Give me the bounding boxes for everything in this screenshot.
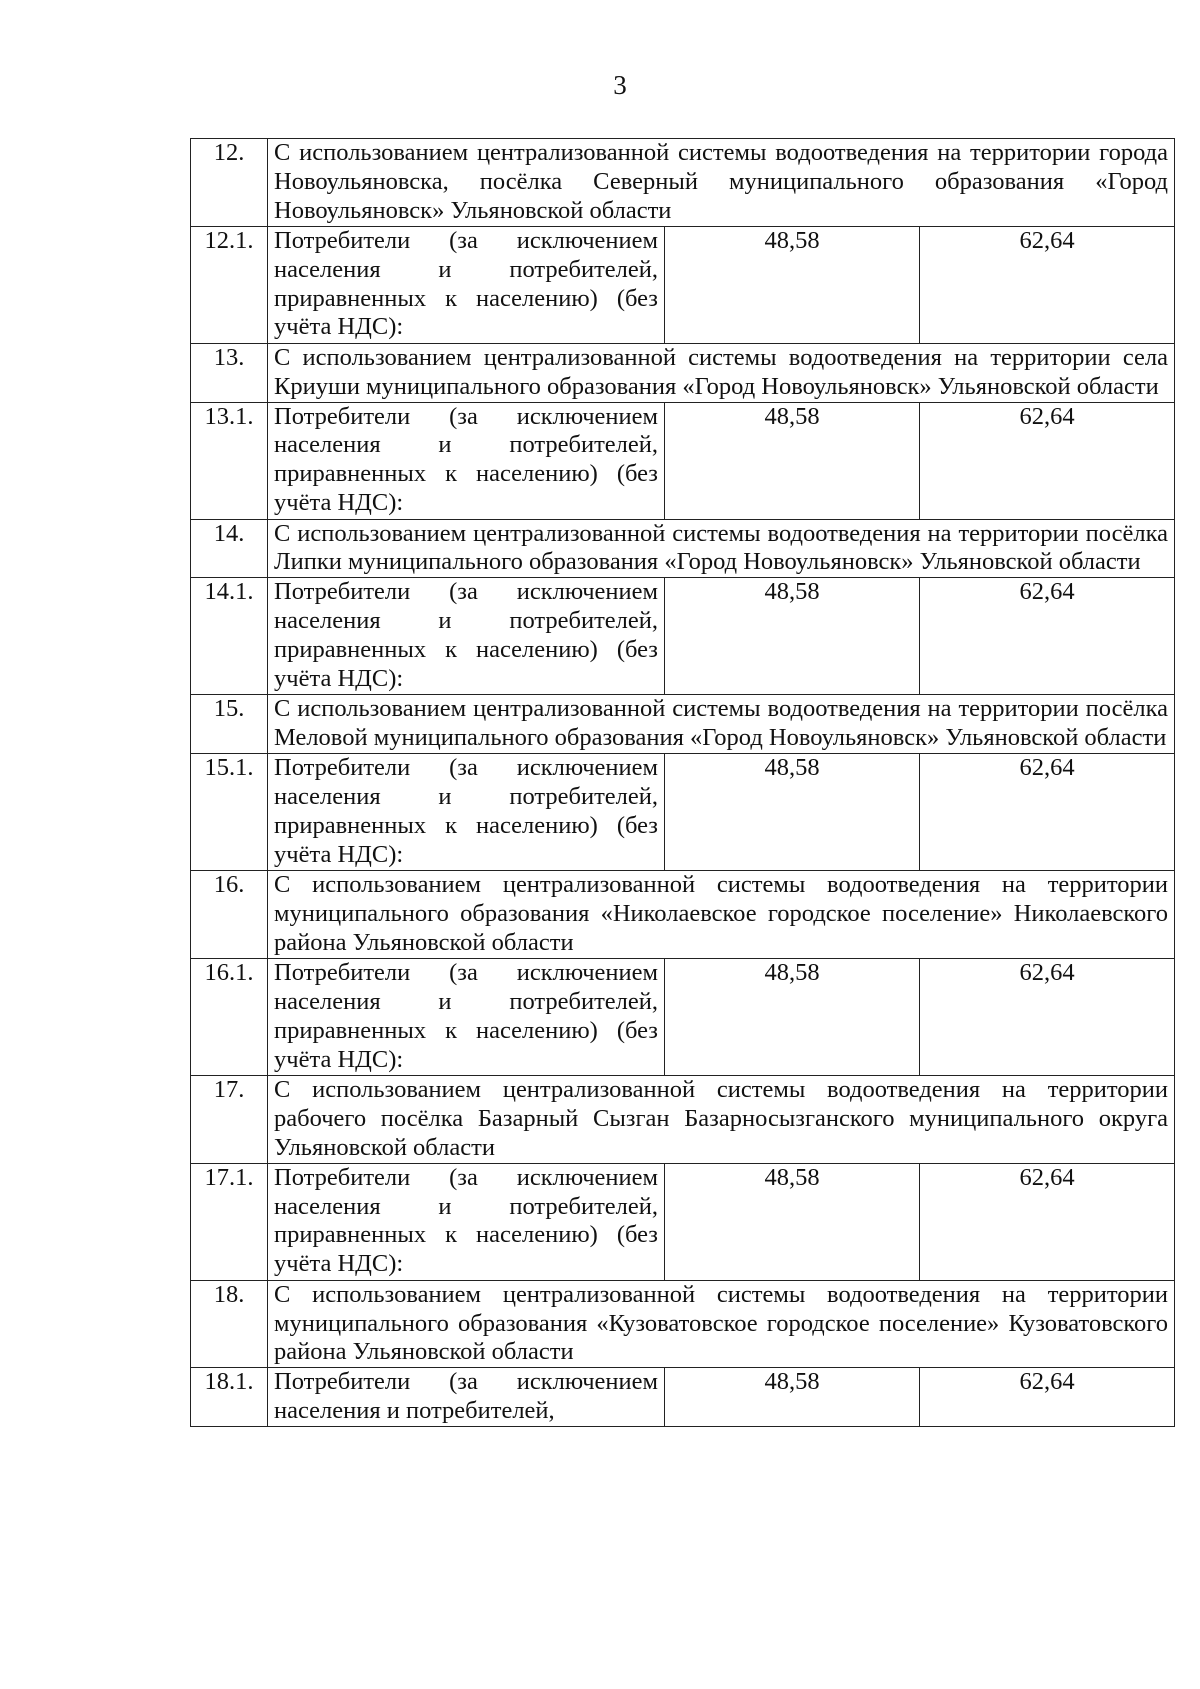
row-number: 18.1. [191, 1368, 268, 1427]
tariff-table [190, 138, 1175, 1427]
section-description: С использованием централизованной системы водоотведения на территории муниципального образования «Кузоватовское городское поселение» Кузоватовского района Ульяновской области [268, 1280, 1175, 1368]
row-number: 14.1. [191, 578, 268, 695]
section-row [191, 139, 1175, 227]
row-number: 14. [191, 519, 268, 578]
section-description: С использованием централизованной системы водоотведения на территории города Новоульяновска, посёлка Северный муниципального образования «Город Новоульяновск» Ульяновской области [268, 139, 1175, 227]
section-description: С использованием централизованной системы водоотведения на территории посёлка Липки муниципального образования «Город Новоульяновск» Ульяновской области [268, 519, 1175, 578]
consumer-row [191, 958, 1175, 1075]
row-number: 12.1. [191, 226, 268, 343]
tariff-value-2: 62,64 [920, 754, 1175, 871]
section-row [191, 343, 1175, 402]
consumer-description: Потребители (за исключением населения и потребителей, приравненных к населению) (без учёта НДС): [268, 1163, 665, 1280]
consumer-description: Потребители (за исключением населения и потребителей, приравненных к населению) (без учёта НДС): [268, 578, 665, 695]
consumer-description: Потребители (за исключением населения и потребителей, приравненных к населению) (без учёта НДС): [268, 402, 665, 519]
tariff-value-2: 62,64 [920, 226, 1175, 343]
consumer-row [191, 1368, 1175, 1427]
consumer-description: Потребители (за исключением населения и потребителей, приравненных к населению) (без учёта НДС): [268, 754, 665, 871]
section-description: С использованием централизованной системы водоотведения на территории села Криуши муниципального образования «Город Новоульяновск» Ульяновской области [268, 343, 1175, 402]
consumer-row [191, 1163, 1175, 1280]
tariff-value-2: 62,64 [920, 402, 1175, 519]
consumer-description: Потребители (за исключением населения и потребителей, приравненных к населению) (без учёта НДС): [268, 958, 665, 1075]
row-number: 13.1. [191, 402, 268, 519]
section-row [191, 519, 1175, 578]
section-description: С использованием централизованной системы водоотведения на территории посёлка Меловой муниципального образования «Город Новоульяновск» Ульяновской области [268, 695, 1175, 754]
row-number: 15.1. [191, 754, 268, 871]
tariff-value-2: 62,64 [920, 578, 1175, 695]
row-number: 17. [191, 1075, 268, 1163]
consumer-row [191, 578, 1175, 695]
tariff-value-1: 48,58 [665, 402, 920, 519]
consumer-description: Потребители (за исключением населения и потребителей, [268, 1368, 665, 1427]
tariff-value-1: 48,58 [665, 1368, 920, 1427]
row-number: 13. [191, 343, 268, 402]
tariff-value-1: 48,58 [665, 958, 920, 1075]
section-description: С использованием централизованной системы водоотведения на территории рабочего посёлка Базарный Сызган Базарносызганского муниципального округа Ульяновской области [268, 1075, 1175, 1163]
tariff-table-body [191, 139, 1175, 1427]
tariff-value-2: 62,64 [920, 1163, 1175, 1280]
row-number: 16. [191, 871, 268, 959]
row-number: 12. [191, 139, 268, 227]
tariff-value-2: 62,64 [920, 958, 1175, 1075]
consumer-row [191, 402, 1175, 519]
tariff-value-2: 62,64 [920, 1368, 1175, 1427]
row-number: 16.1. [191, 958, 268, 1075]
row-number: 17.1. [191, 1163, 268, 1280]
consumer-row [191, 226, 1175, 343]
section-row [191, 1280, 1175, 1368]
tariff-value-1: 48,58 [665, 1163, 920, 1280]
row-number: 18. [191, 1280, 268, 1368]
section-description: С использованием централизованной системы водоотведения на территории муниципального образования «Николаевское городское поселение» Николаевского района Ульяновской области [268, 871, 1175, 959]
tariff-value-1: 48,58 [665, 226, 920, 343]
tariff-value-1: 48,58 [665, 578, 920, 695]
page-number: 3 [613, 70, 627, 100]
consumer-description: Потребители (за исключением населения и потребителей, приравненных к населению) (без учёта НДС): [268, 226, 665, 343]
section-row [191, 1075, 1175, 1163]
consumer-row [191, 754, 1175, 871]
row-number: 15. [191, 695, 268, 754]
tariff-value-1: 48,58 [665, 754, 920, 871]
section-row [191, 695, 1175, 754]
section-row [191, 871, 1175, 959]
